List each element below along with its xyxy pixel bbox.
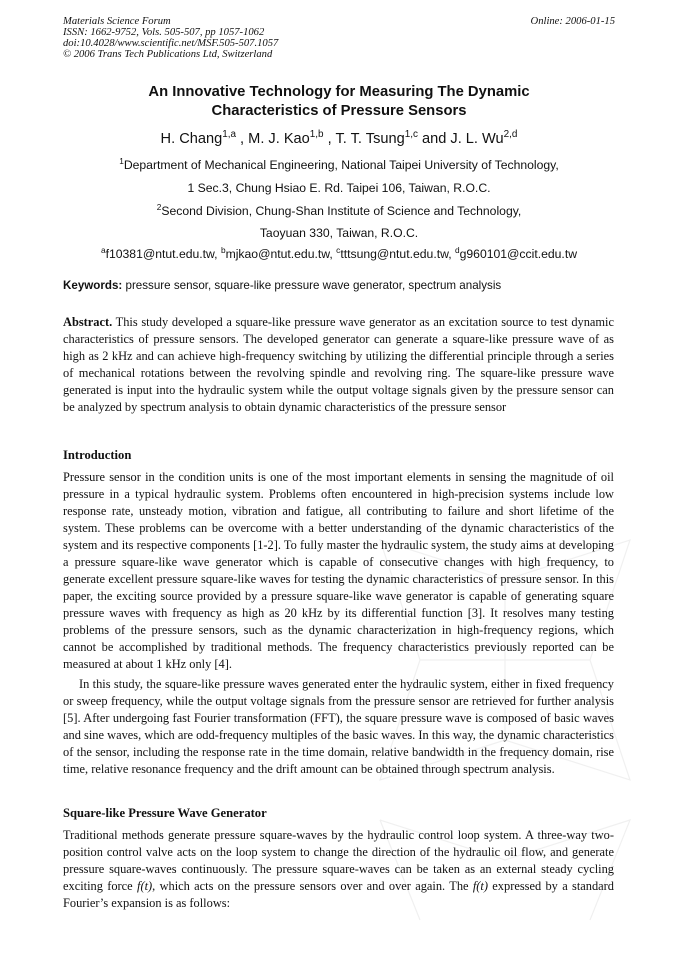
paper-title — [0, 83, 678, 121]
keywords — [63, 279, 615, 292]
introduction-paragraph-1: Pressure sensor in the condition units is one of the most important elements in sensing the magnitude of oil pressure in a typical hydraulic system. Problems often encountered in high-precision systems include low response rate, unsteady motion, vibration and fatigue, all contributing to failure and short lifetime of the system. These problems can be overcome with a better understanding of the dynamic characteristics of the system and its respective components [1-2]. To fully master the hydraulic system, the study aims at developing a pressure square-like wave generator which is capable of consecutive changes with high frequency, to generate excellent pressure square-like waves for testing the dynamic characteristics of pressure sensor. In this paper, the exciting source provided by a pressure square-like wave generator is capable of generating square pressure waves with frequency as high as 20 kHz by its differential function [3]. It resolves many testing problems of the pressure sensors, such as the dynamic characterization in high-frequency regions, which cannot be accomplished by traditional methods. The frequency characteristics previously reported can be measured at about 1 kHz only [4]. — [63, 470, 614, 671]
abstract — [63, 314, 614, 416]
section-paragraph — [63, 827, 614, 912]
author-sup: 2,d — [503, 129, 518, 141]
keywords-label: Keywords: — [63, 279, 123, 292]
author-sep: , — [235, 131, 249, 147]
abstract-text: This study developed a square-like pressure wave generator as an excitation source to test dynamic characteristics of pressure sensors. The developed generator can generate a square-like pressure wave of as high as 2 kHz and can achieve high-frequency switching by utilizing the differential principle through a series of mechanical rotations between the revolving spindle and revolving ring. The square-like pressure wave generated is input into the hydraulic system while the output voltage signals given by the pressure sensor can be analyzed by spectrum analysis to obtain dynamic characteristics of the pressure sensor — [63, 315, 614, 414]
affiliation-text: Department of Mechanical Engineering, National Taipei University of Technology, — [123, 158, 559, 172]
author-name: H. Chang — [160, 131, 223, 147]
section-heading: Square-like Pressure Wave Generator — [63, 806, 267, 820]
email-sup: d — [455, 244, 460, 255]
introduction-paragraph-2: In this study, the square-like pressure waves generated enter the hydraulic system, either in fixed frequency or sweep frequency, while the output voltage signals from the pressure sensor are retrieved for further analysis [5]. After undergoing fast Fourier transformation (FFT), the square pressure wave is composed of basic waves and sine waves, which are odd-frequency multiples of the basic waves. In this way, the dynamic characteristics of the sensor, including the response rate in the time domain, relative bandwidth in the frequency domain, rise time, relative resonance frequency and the drift amount can be obtained through spectrum analysis. — [63, 677, 614, 776]
author-sep: and — [417, 131, 451, 147]
email-sup: b — [220, 244, 226, 255]
section-text: Traditional methods generate pressure square-waves by the hydraulic control loop system. A three-way two-position control valve acts on the loop system to change the direction of the hydraulic oil flow, and generate pressure square-waves continuously. The pressure square-waves can be taken as an external steady cycling exciting force — [63, 828, 614, 893]
introduction-heading: Introduction — [63, 448, 132, 462]
author-list — [0, 131, 678, 147]
abstract-label: Abstract. — [63, 315, 113, 329]
email: tttsung@ntut.edu.tw, — [340, 247, 455, 261]
author-sep: , — [323, 131, 336, 147]
email: mjkao@ntut.edu.tw, — [225, 247, 337, 261]
doi-line: doi:10.4028/www.scientific.net/MSF.505-507.1057 — [63, 38, 279, 49]
author-name: J. L. Wu — [450, 131, 504, 147]
keywords-text: pressure sensor, square-like pressure wave generator, spectrum analysis — [122, 279, 502, 292]
email: g960101@ccit.edu.tw — [459, 247, 578, 261]
email-sup: a — [100, 244, 106, 255]
affiliation-2-line-2: Taoyuan 330, Taiwan, R.O.C. — [259, 226, 419, 240]
affiliation-1-line-2: 1 Sec.3, Chung Hsiao E. Rd. Taipei 106, Taiwan, R.O.C. — [187, 181, 491, 195]
affiliation-1-line-1 — [0, 154, 678, 177]
email-sup: c — [336, 244, 341, 255]
author-sup: 1,a — [222, 129, 236, 141]
author-name: T. T. Tsung — [335, 131, 405, 147]
issn-line: ISSN: 1662-9752, Vols. 505-507, pp 1057-1062 — [63, 27, 265, 38]
affiliation-2-line-1 — [0, 200, 678, 223]
section-text: , which acts on the pressure sensors over and over again. The — [152, 879, 473, 893]
author-name: M. J. Kao — [248, 131, 310, 147]
copyright-line: © 2006 Trans Tech Publications Ltd, Switzerland — [63, 49, 273, 60]
formula-inline: f(t) — [472, 879, 488, 893]
online-date: Online: 2006-01-15 — [530, 16, 615, 27]
affiliation-sup: 2 — [156, 201, 162, 212]
title-line-2: Characteristics of Pressure Sensors — [211, 103, 467, 119]
email-list — [0, 243, 678, 266]
author-sup: 1,b — [309, 129, 324, 141]
affiliation-text: Second Division, Chung-Shan Institute of Science and Technology, — [161, 204, 522, 218]
journal-name: Materials Science Forum — [63, 16, 171, 27]
title-line-1: An Innovative Technology for Measuring The Dynamic — [148, 84, 530, 100]
journal-header — [63, 16, 615, 60]
author-sup: 1,c — [404, 129, 418, 141]
section-text: expressed by a standard Fourier’s expansion is as follows: — [63, 879, 614, 910]
email: f10381@ntut.edu.tw, — [105, 247, 221, 261]
formula-inline: f(t) — [137, 879, 153, 893]
affiliation-sup: 1 — [119, 155, 124, 166]
